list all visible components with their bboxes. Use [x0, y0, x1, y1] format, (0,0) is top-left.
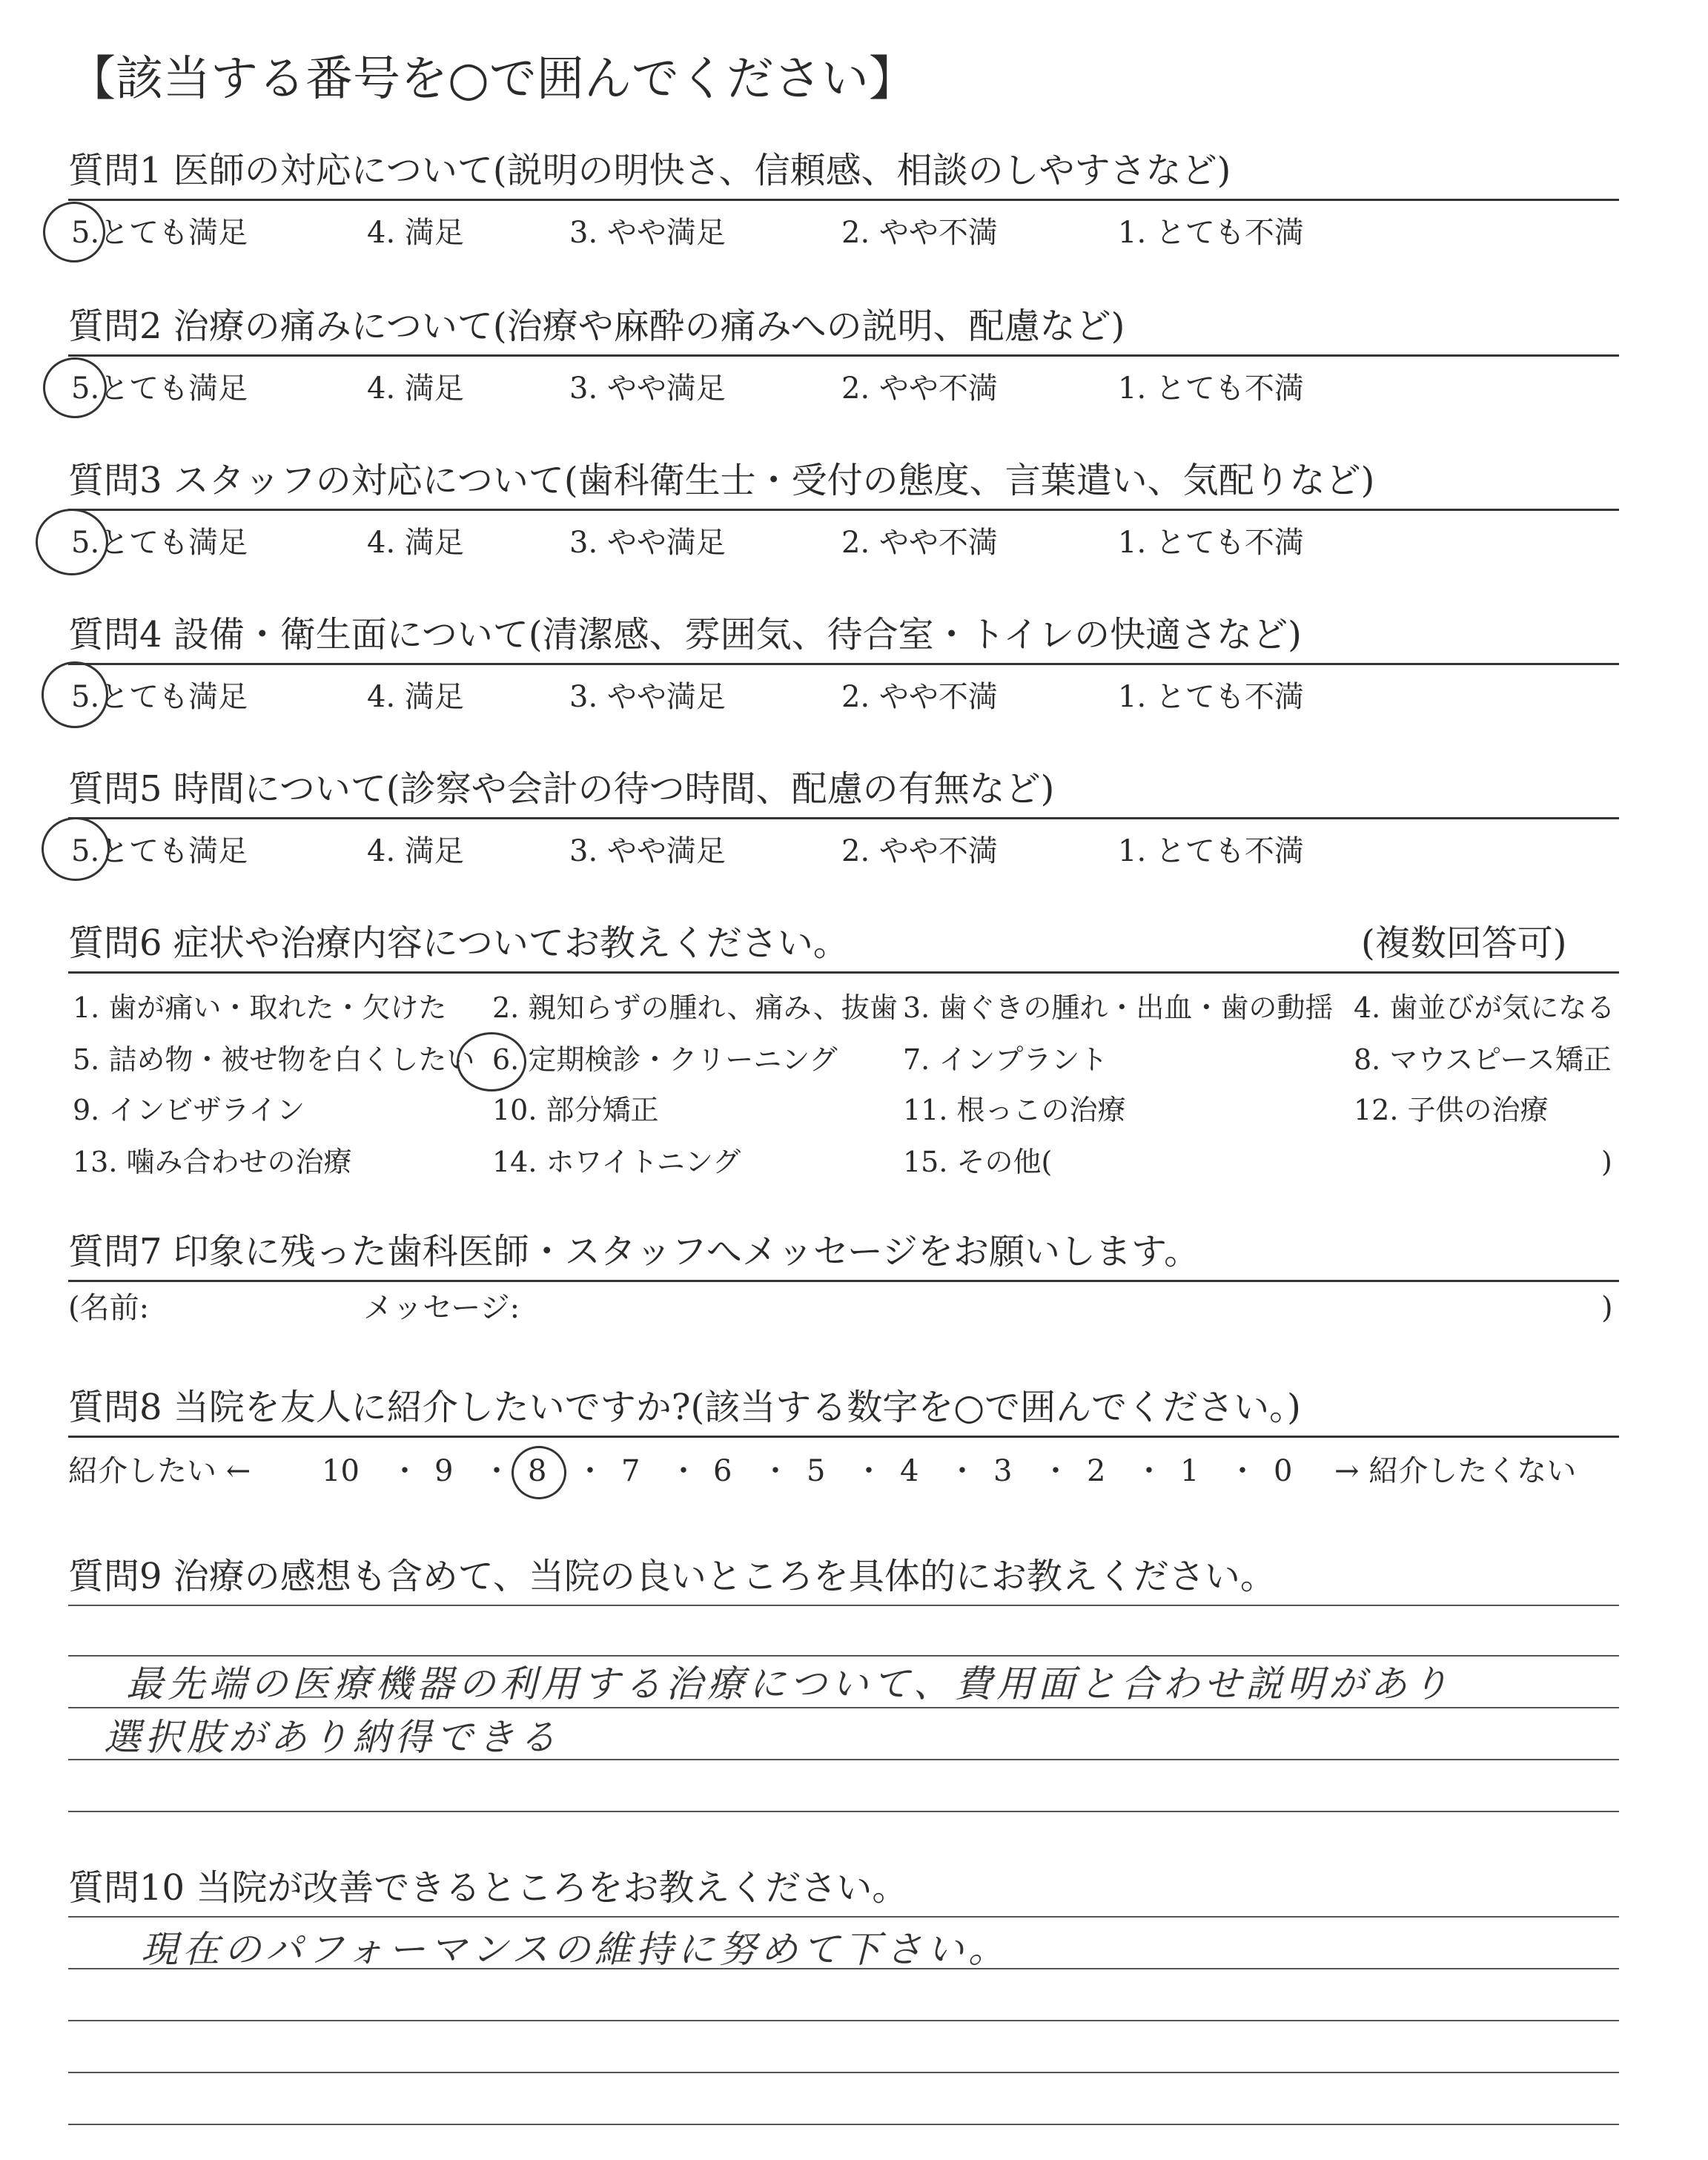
q8-scale-5[interactable]: 5: [807, 1454, 826, 1488]
question-6-rule: [68, 971, 1619, 974]
q6-option-4[interactable]: 4. 歯並びが気になる: [1354, 991, 1615, 1024]
q10-line: [68, 2020, 1619, 2021]
q8-left-label: 紹介したい ←: [68, 1454, 251, 1488]
q8-scale-2[interactable]: 2: [1087, 1454, 1106, 1488]
q6-option-11[interactable]: 11. 根っこの治療: [903, 1094, 1126, 1126]
q7-name-label: (名前:: [68, 1291, 150, 1325]
q10-line: [68, 1916, 1619, 1918]
q8-scale-7[interactable]: 7: [621, 1454, 640, 1488]
q8-sep: ・: [854, 1454, 884, 1488]
q4-option-2[interactable]: 2. やや不満: [841, 680, 998, 714]
q3-option-3[interactable]: 3. やや満足: [569, 526, 726, 560]
question-9-label: 質問9 治療の感想も含めて、当院の良いところを具体的にお教えください。: [68, 1556, 1276, 1597]
form-title: 【該当する番号を○で囲んでください】: [68, 52, 916, 107]
q8-sep: ・: [1134, 1454, 1164, 1488]
q8-scale-4[interactable]: 4: [900, 1454, 919, 1488]
q6-option-10[interactable]: 10. 部分矯正: [492, 1094, 659, 1126]
question-4-label: 質問4 設備・衛生面について(清潔感、雰囲気、待合室・トイレの快適さなど): [68, 614, 1302, 655]
q6-option-3[interactable]: 3. 歯ぐきの腫れ・出血・歯の動揺: [903, 991, 1334, 1024]
question-8-label: 質問8 当院を友人に紹介したいですか?(該当する数字を○で囲んでください。): [68, 1387, 1301, 1428]
question-1-rule: [68, 199, 1619, 201]
q1-selection-circle: [43, 202, 105, 262]
q2-selection-circle: [43, 357, 107, 418]
question-4-rule: [68, 663, 1619, 665]
q1-option-3[interactable]: 3. やや満足: [569, 216, 726, 250]
q8-scale-3[interactable]: 3: [993, 1454, 1013, 1488]
q8-sep: ・: [1228, 1454, 1257, 1488]
q8-scale-10[interactable]: 10: [322, 1454, 360, 1488]
question-5-rule: [68, 817, 1619, 819]
q1-option-4[interactable]: 4. 満足: [367, 216, 464, 250]
question-3-rule: [68, 509, 1619, 511]
q9-line: [68, 1811, 1619, 1812]
q2-option-2[interactable]: 2. やや不満: [841, 371, 998, 406]
q5-option-2[interactable]: 2. やや不満: [841, 834, 998, 868]
q6-option-15[interactable]: 15. その他(: [903, 1146, 1053, 1178]
q5-option-1[interactable]: 1. とても不満: [1118, 834, 1304, 868]
q3-option-4[interactable]: 4. 満足: [367, 526, 464, 560]
q8-sep: ・: [575, 1454, 605, 1488]
question-2-label: 質問2 治療の痛みについて(治療や麻酔の痛みへの説明、配慮など): [68, 305, 1125, 347]
q8-sep: ・: [669, 1454, 698, 1488]
q8-right-label: → 紹介したくない: [1334, 1454, 1577, 1488]
q9-line: [68, 1707, 1619, 1708]
q6-option-7[interactable]: 7. インプラント: [903, 1043, 1108, 1076]
q9-answer-line-1: 最先端の医療機器の利用する治療について、費用面と合わせ説明があり: [126, 1662, 1453, 1705]
q7-close: ): [1601, 1291, 1613, 1325]
q9-line: [68, 1655, 1619, 1657]
q3-option-1[interactable]: 1. とても不満: [1118, 526, 1304, 560]
q8-sep: ・: [390, 1454, 420, 1488]
q8-selection-circle: [512, 1446, 566, 1499]
q8-scale-0[interactable]: 0: [1274, 1454, 1293, 1488]
q10-line: [68, 2124, 1619, 2125]
q4-option-3[interactable]: 3. やや満足: [569, 680, 726, 714]
q1-option-5[interactable]: 5.とても満足: [71, 216, 248, 250]
q4-option-4[interactable]: 4. 満足: [367, 680, 464, 714]
q6-option-2[interactable]: 2. 親知らずの腫れ、痛み、抜歯: [492, 991, 898, 1024]
q5-selection-circle: [42, 817, 110, 881]
question-1-label: 質問1 医師の対応について(説明の明快さ、信頼感、相談のしやすさなど): [68, 150, 1231, 191]
q6-option-6[interactable]: 6. 定期検診・クリーニング: [492, 1043, 838, 1076]
q6-option-15-close: ): [1601, 1146, 1612, 1178]
q8-sep: ・: [1041, 1454, 1070, 1488]
q8-sep: ・: [761, 1454, 790, 1488]
q7-message-label: メッセージ:: [363, 1291, 520, 1325]
q6-option-5[interactable]: 5. 詰め物・被せ物を白くしたい: [73, 1043, 475, 1076]
q3-option-5[interactable]: 5.とても満足: [71, 526, 248, 560]
q10-answer-line-1: 現在のパフォーマンスの維持に努めて下さい。: [141, 1928, 1010, 1971]
q3-selection-circle: [36, 509, 108, 575]
q6-option-13[interactable]: 13. 噛み合わせの治療: [73, 1146, 352, 1178]
question-7-label: 質問7 印象に残った歯科医師・スタッフへメッセージをお願いします。: [68, 1231, 1200, 1272]
q5-option-3[interactable]: 3. やや満足: [569, 834, 726, 868]
q6-option-14[interactable]: 14. ホワイトニング: [492, 1146, 741, 1178]
question-6-label: 質問6 症状や治療内容についてお教えください。: [68, 922, 849, 964]
q6-selection-circle: [457, 1032, 526, 1091]
q2-option-4[interactable]: 4. 満足: [367, 371, 464, 406]
q5-option-4[interactable]: 4. 満足: [367, 834, 464, 868]
q2-option-3[interactable]: 3. やや満足: [569, 371, 726, 406]
q6-option-9[interactable]: 9. インビザライン: [73, 1094, 305, 1126]
q2-option-1[interactable]: 1. とても不満: [1118, 371, 1304, 406]
question-8-rule: [68, 1436, 1619, 1438]
q4-option-5[interactable]: 5.とても満足: [71, 680, 248, 714]
q8-scale-9[interactable]: 9: [434, 1454, 454, 1488]
question-6-note: (複数回答可): [1361, 922, 1567, 964]
q3-option-2[interactable]: 2. やや不満: [841, 526, 998, 560]
q8-scale-6[interactable]: 6: [713, 1454, 732, 1488]
question-2-rule: [68, 354, 1619, 357]
question-10-label: 質問10 当院が改善できるところをお教えください。: [68, 1867, 908, 1909]
q8-scale-1[interactable]: 1: [1180, 1454, 1199, 1488]
q6-option-1[interactable]: 1. 歯が痛い・取れた・欠けた: [73, 991, 447, 1024]
q1-option-2[interactable]: 2. やや不満: [841, 216, 998, 250]
q4-option-1[interactable]: 1. とても不満: [1118, 680, 1304, 714]
q6-option-8[interactable]: 8. マウスピース矯正: [1354, 1043, 1612, 1076]
q2-option-5[interactable]: 5.とても満足: [71, 371, 248, 406]
q6-option-12[interactable]: 12. 子供の治療: [1354, 1094, 1549, 1126]
question-3-label: 質問3 スタッフの対応について(歯科衛生士・受付の態度、言葉遣い、気配りなど): [68, 460, 1375, 501]
q8-sep: ・: [482, 1454, 512, 1488]
q9-line: [68, 1605, 1619, 1606]
q10-line: [68, 2072, 1619, 2073]
q9-answer-line-2: 選択肢があり納得できる: [104, 1716, 560, 1759]
question-5-label: 質問5 時間について(診察や会計の待つ時間、配慮の有無など): [68, 768, 1055, 810]
q8-scale-8[interactable]: 8: [528, 1454, 547, 1488]
q4-selection-circle: [42, 661, 108, 728]
q8-sep: ・: [947, 1454, 977, 1488]
q1-option-1[interactable]: 1. とても不満: [1118, 216, 1304, 250]
q5-option-5[interactable]: 5.とても満足: [71, 834, 248, 868]
question-7-rule: [68, 1280, 1619, 1282]
